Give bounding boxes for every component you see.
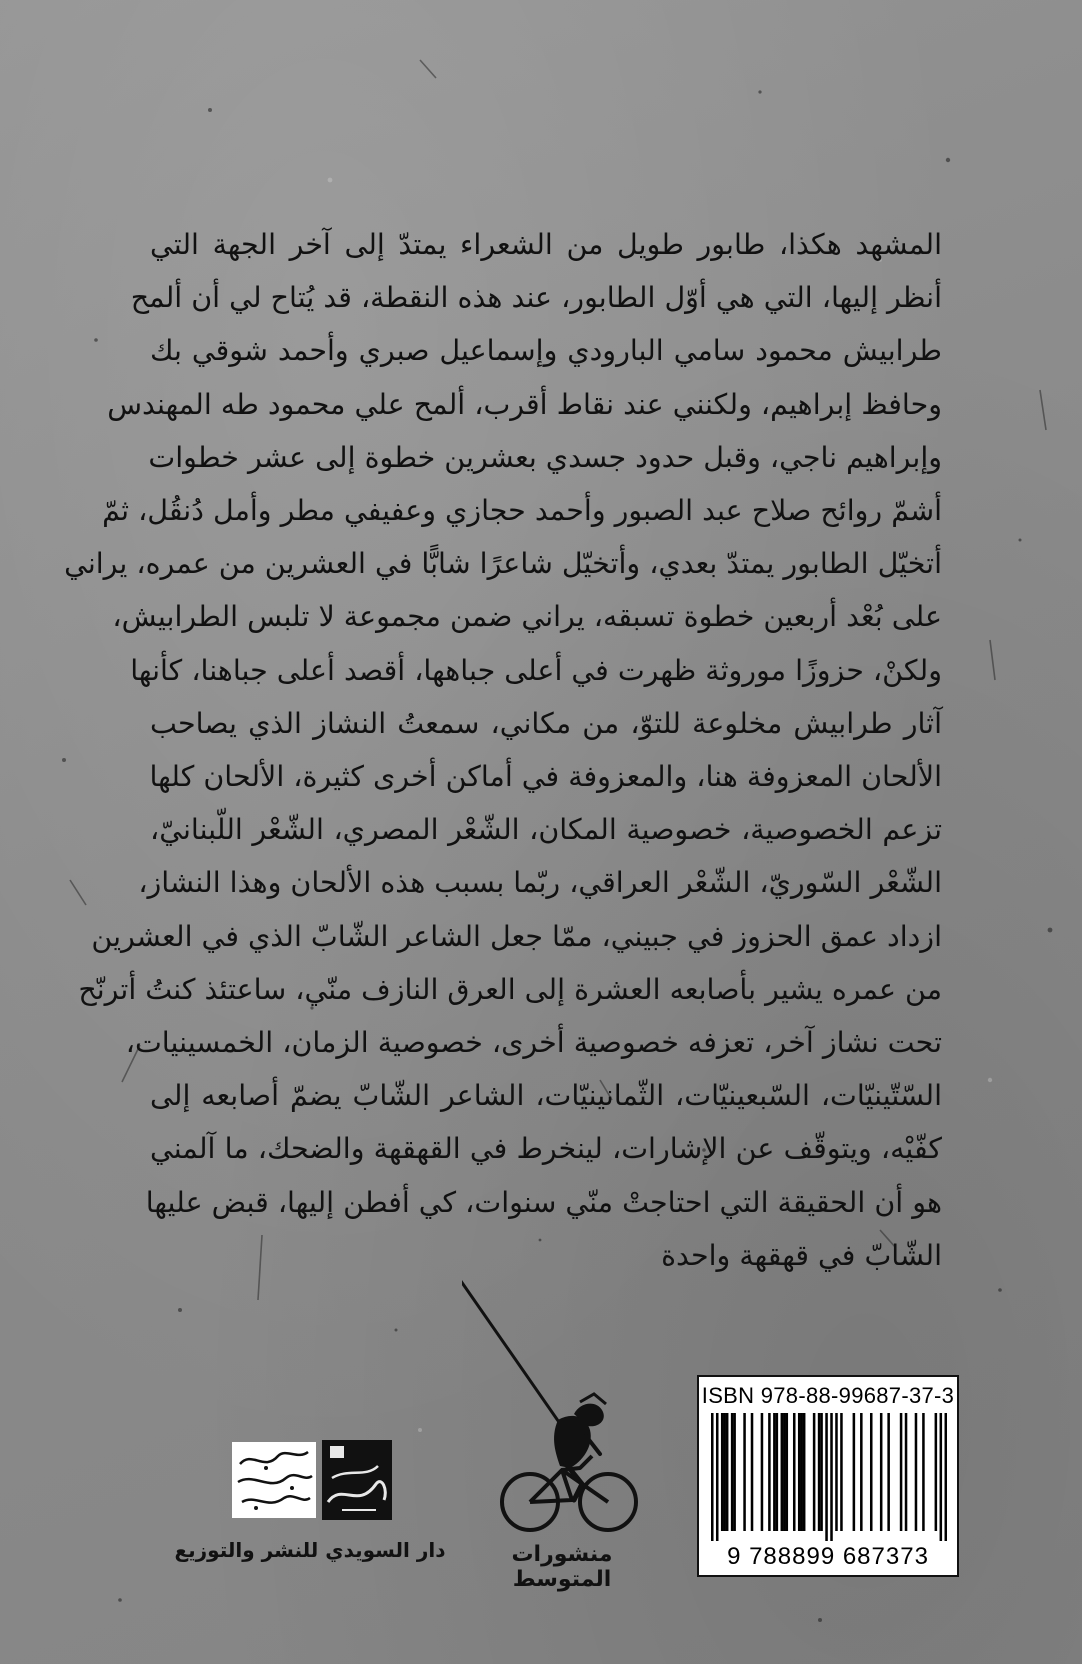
blurb-line: تحت نشاز آخر، تعزفه خصوصية أخرى، خصوصية الزمان، الخمسينيات، [125,1026,942,1060]
barcode-bar [773,1413,776,1531]
barcode-bar [835,1413,838,1531]
blurb-line: تزعم الخصوصية، خصوصية المكان، الشّعْر المصري، الشّعْر اللّبنانيّ، [150,813,942,847]
cyclist-with-pen-icon [462,1270,662,1540]
barcode-bar [825,1413,828,1541]
barcode-bar [880,1413,883,1531]
barcode-bar [731,1413,734,1531]
barcode-bar [820,1413,823,1531]
barcode-bar [915,1413,918,1531]
ean-digits: 9 788899 687373 [727,1543,929,1570]
barcode-bar [716,1413,719,1541]
barcode-bar [786,1413,789,1531]
publisher-name-mutawassit: منشورات المتوسط [511,1542,613,1592]
barcode-bar [945,1413,947,1541]
blurb-line: ولكنْ، حزوزًا موروثة ظهرت في أعلى جباهها، أقصد أعلى جباهنا، كأنها [130,653,942,687]
barcode-bar [751,1413,754,1531]
barcode-bar [935,1413,938,1531]
barcode-bar [887,1413,890,1531]
blurb-line: كفّيْه، ويتوقّف عن الإشارات، لينخرط في القهقهة والضحك، ما آلمني [150,1132,942,1166]
back-cover-blurb [64,218,942,1282]
barcode-bar [803,1413,806,1531]
barcode-bar [870,1413,873,1531]
blurb-line: الشّابّ في قهقهة واحدة [661,1238,942,1272]
barcode [711,1413,947,1541]
blurb-line: أشمّ روائح صلاح عبد الصبور وأحمد حجازي وعفيفي مطر وأمل دُنقُل، ثمّ [102,494,942,528]
barcode-bar [853,1413,856,1531]
barcode-bar [726,1413,729,1531]
barcode-bar [818,1413,821,1531]
isbn-number: ISBN 978-88-99687-37-3 [701,1383,955,1408]
isbn-barcode-label [697,1375,959,1577]
barcode-bar [711,1413,714,1541]
barcode-bar [922,1413,925,1531]
barcode-bar [783,1413,786,1531]
blurb-line: على بُعْد أربعين خطوة تسبقه، يراني ضمن مجموعة لا تلبس الطرابيش، [112,600,942,634]
barcode-bar [830,1413,833,1541]
barcode-bar [800,1413,803,1531]
blurb-line: وإبراهيم ناجي، وقبل حدود جسدي بعشرين خطوة إلى عشر خطوات [148,440,942,474]
barcode-bar [768,1413,771,1531]
barcode-bar [733,1413,736,1531]
barcode-bar [793,1413,796,1531]
blurb-line: السّتّينيّات، السّبعينيّات، الثّمانينيّات، الشاعر الشّابّ يضمّ أصابعه إلى [150,1079,942,1113]
barcode-bar [905,1413,908,1531]
barcode-bar [721,1413,724,1531]
suwaidi-calligraphy-logo [226,1438,396,1522]
barcode-bar [840,1413,843,1531]
barcode-bar [900,1413,903,1531]
blurb-line: هو أن الحقيقة التي احتاجتْ منّي سنوات، كي أفطن إليها، قبض عليها [145,1185,942,1219]
barcode-bar [723,1413,726,1531]
barcode-bar [761,1413,764,1531]
publisher-mutawassit [462,1270,662,1592]
barcode-bar [813,1413,816,1531]
publisher-suwaidi [160,1438,460,1588]
blurb-line: آثار طرابيش مخلوعة للتوّ، من مكاني، سمعتُ النشاز الذي يصاحب [150,706,942,740]
blurb-line: الألحان المعزوفة هنا، والمعزوفة في أماكن أخرى كثيرة، الألحان كلها [149,760,942,794]
publisher-name-suwaidi: دار السويدي للنشر والتوزيع [174,1538,446,1562]
blurb-line: المشهد هكذا، طابور طويل من الشعراء يمتدّ إلى آخر الجهة التي [150,228,942,261]
barcode-bar [743,1413,746,1531]
barcode-bar [860,1413,863,1531]
blurb-line: أنظر إليها، التي هي أوّل الطابور، عند هذه النقطة، قد يُتاح لي أن ألمح [130,281,942,315]
barcode-bar [798,1413,801,1531]
blurb-line: طرابيش محمود سامي البارودي وإسماعيل صبري وأحمد شوقي بك [150,334,942,368]
barcode-bar [940,1413,943,1541]
blurb-line: ازداد عمق الحزوز في جبيني، ممّا جعل الشاعر الشّابّ الذي في العشرين [91,919,942,953]
barcode-bar [776,1413,779,1531]
blurb-line: الشّعْر السّوريّ، الشّعْر العراقي، ربّما بسبب هذه الألحان وهذا النشاز، [138,866,942,900]
barcode-bar [781,1413,784,1531]
blurb-line: من عمره يشير بأصابعه العشرة إلى العرق النازف منّي، ساعتئذ كنتُ أترنّح [78,972,942,1006]
blurb-line: أتخيّل الطابور يمتدّ بعدي، وأتخيّل شاعرًا شابًّا في العشرين من عمره، يراني [64,547,942,581]
blurb-line: وحافظ إبراهيم، ولكنني عند نقاط أقرب، ألمح علي محمود طه المهندس [107,387,942,421]
